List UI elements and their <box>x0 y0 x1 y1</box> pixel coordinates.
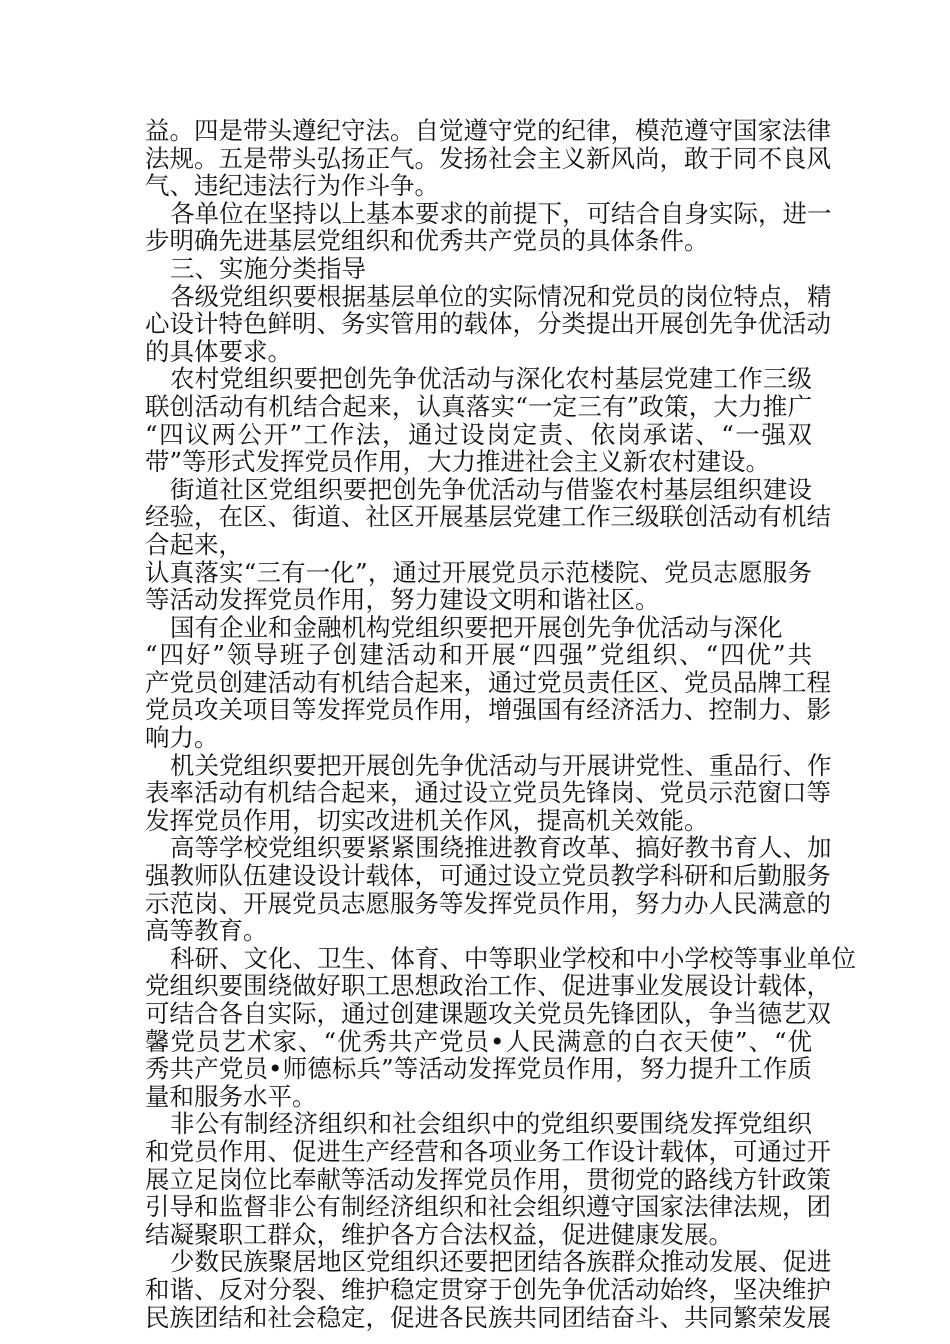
text-line: 心设计特色鲜明、务实管用的载体，分类提出开展创先争优活动 <box>145 309 831 339</box>
text-line: 三、实施分类指导 <box>170 253 366 283</box>
text-line: 党员攻关项目等发挥党员作用，增强国有经济活力、控制力、影 <box>145 695 831 725</box>
text-line: 党组织要围绕做好职工思想政治工作、促进事业发展设计载体， <box>145 971 831 1001</box>
text-line: 各级党组织要根据基层单位的实际情况和党员的岗位特点，精 <box>170 281 832 311</box>
text-line: 等活动发挥党员作用，努力建设文明和谐社区。 <box>145 585 660 615</box>
text-line: 量和服务水平。 <box>145 1081 317 1111</box>
text-line: 农村党组织要把创先争优活动与深化农村基层党建工作三级 <box>170 364 812 394</box>
text-line: 引导和监督非公有制经济组织和社会组织遵守国家法律法规，团 <box>145 1192 831 1222</box>
text-line: 经验，在区、街道、社区开展基层党建工作三级联创活动有机结 <box>145 502 831 532</box>
text-line: 少数民族聚居地区党组织还要把团结各族群众推动发展、促进 <box>170 1247 832 1277</box>
text-line: 响力。 <box>145 723 219 753</box>
text-line: 机关党组织要把开展创先争优活动与开展讲党性、重品行、作 <box>170 750 832 780</box>
text-line: 和党员作用、促进生产经营和各项业务工作设计载体，可通过开 <box>145 1136 831 1166</box>
text-line: 产党员创建活动有机结合起来，通过党员责任区、党员品牌工程 <box>145 667 831 697</box>
text-line: “四议两公开”工作法，通过设岗定责、依岗承诺、“一强双 <box>145 419 812 449</box>
text-line: 民族团结和社会稳定，促进各民族共同团结奋斗、共同繁荣发展 <box>145 1302 831 1332</box>
text-line: 的具体要求。 <box>145 336 292 366</box>
text-line: 发挥党员作用，切实改进机关作风，提高机关效能。 <box>145 805 709 835</box>
text-line: 强教师队伍建设设计载体，可通过设立党员教学科研和后勤服务 <box>145 861 831 891</box>
text-line: 带”等形式发挥党员作用，大力推进社会主义新农村建设。 <box>145 447 771 477</box>
text-line: 展立足岗位比奉献等活动发挥党员作用，贯彻党的路线方针政策 <box>145 1164 831 1194</box>
text-line: 各单位在坚持以上基本要求的前提下，可结合自身实际，进一 <box>170 198 832 228</box>
text-line: 可结合各自实际，通过创建课题攻关党员先锋团队，争当德艺双 <box>145 999 831 1028</box>
text-line: 非公有制经济组织和社会组织中的党组织要围绕发挥党组织 <box>170 1109 812 1139</box>
text-line: 步明确先进基层党组织和优秀共产党员的具体条件。 <box>145 226 709 256</box>
text-line: “四好”领导班子创建活动和开展“四强”党组织、“四优”共 <box>145 640 812 670</box>
text-line: 结凝聚职工群众，维护各方合法权益，促进健康发展。 <box>145 1219 733 1249</box>
text-line: 街道社区党组织要把创先争优活动与借鉴农村基层组织建设 <box>170 474 812 504</box>
text-line: 馨党员艺术家、“优秀共产党员•人民满意的白衣天使”、“优 <box>145 1026 812 1056</box>
text-line: 和谐、反对分裂、维护稳定贯穿于创先争优活动始终，坚决维护 <box>145 1274 831 1304</box>
text-line: 认真落实“三有一化”，通过开展党员示范楼院、党员志愿服务 <box>145 557 812 587</box>
text-line: 秀共产党员•师德标兵”等活动发挥党员作用，努力提升工作质 <box>145 1054 812 1084</box>
text-line: 表率活动有机结合起来，通过设立党员先锋岗、党员示范窗口等 <box>145 778 831 808</box>
text-line: 联创活动有机结合起来，认真落实“一定三有”政策，大力推广 <box>145 391 812 421</box>
text-line: 气、违纪违法行为作斗争。 <box>145 171 439 201</box>
text-line: 益。四是带头遵纪守法。自觉遵守党的纪律，模范遵守国家法律 <box>145 116 831 145</box>
text-line: 国有企业和金融机构党组织要把开展创先争优活动与深化 <box>170 612 783 642</box>
text-line: 示范岗、开展党员志愿服务等发挥党员作用，努力办人民满意的 <box>145 888 831 918</box>
text-line: 高等学校党组织要紧紧围绕推进教育改革、搞好教书育人、加 <box>170 833 832 863</box>
text-line: 高等教育。 <box>145 916 268 946</box>
text-line: 法规。五是带头弘扬正气。发扬社会主义新风尚，敢于同不良风 <box>145 143 831 173</box>
text-line: 合起来， <box>145 529 243 559</box>
document-body <box>145 116 856 1332</box>
text-line: 科研、文化、卫生、体育、中等职业学校和中小学校等事业单位 <box>170 943 856 973</box>
